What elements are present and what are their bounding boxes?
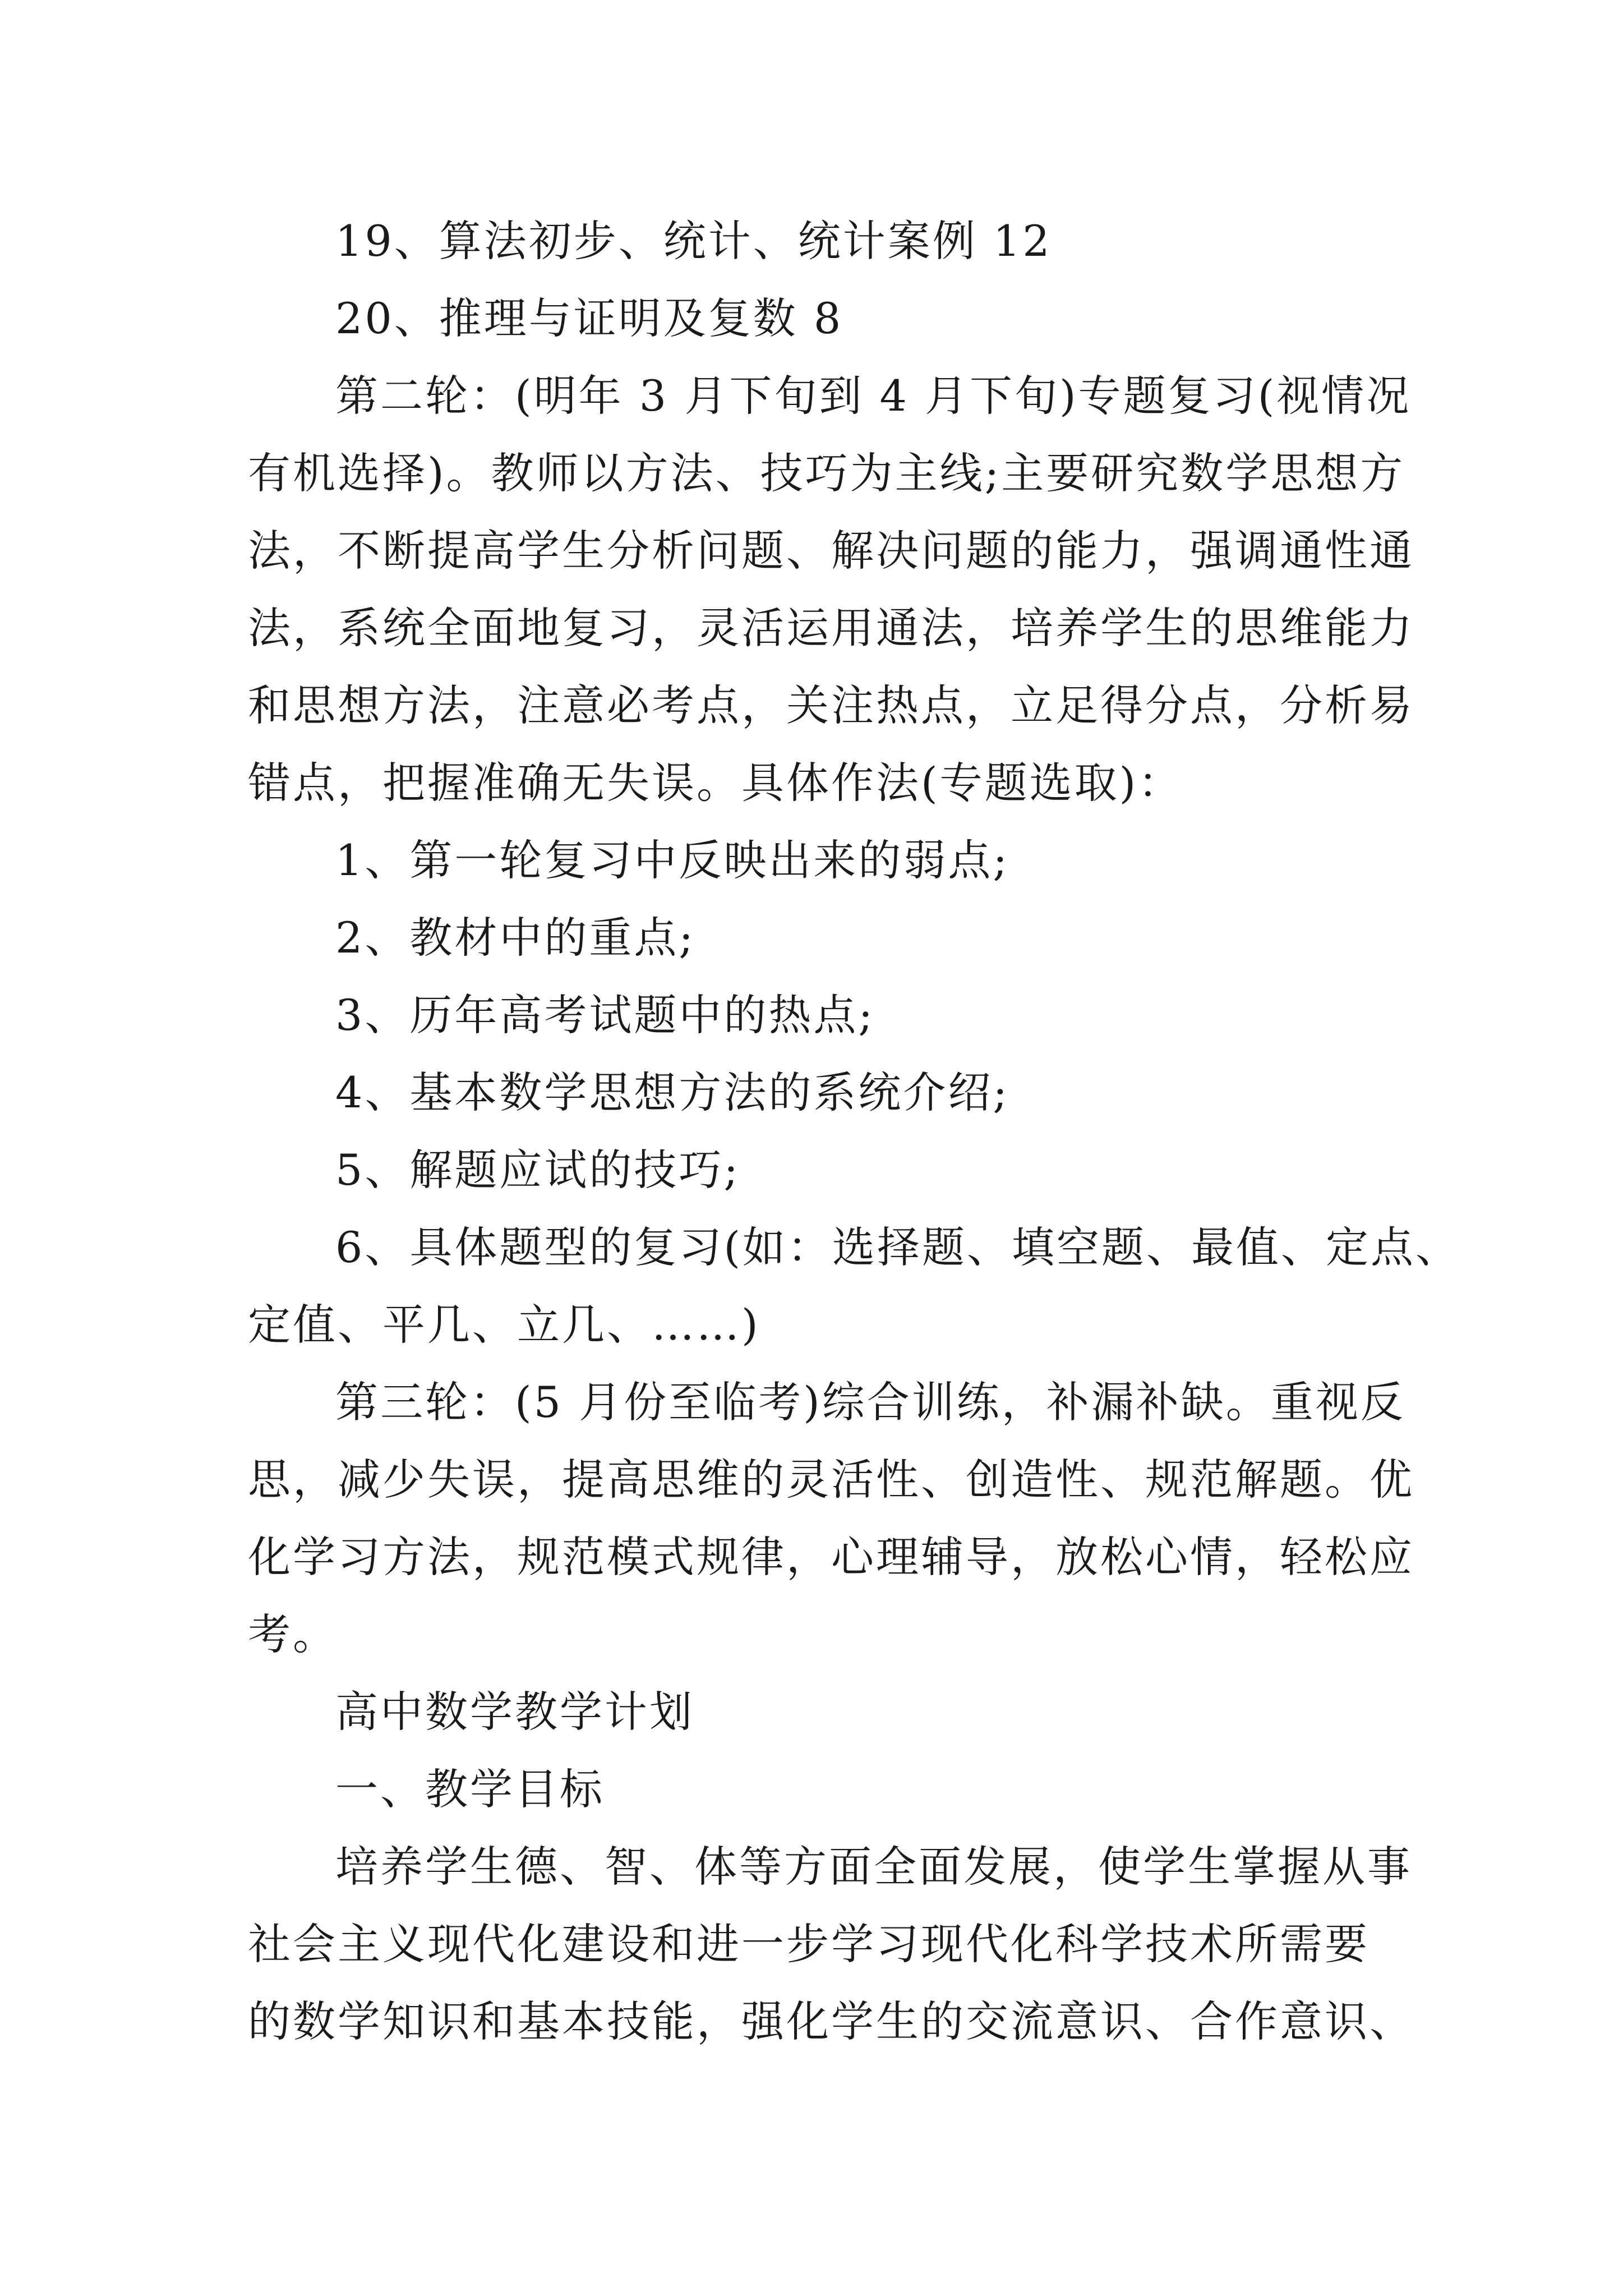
text-line: 错点，把握准确无失误。具体作法(专题选取)： xyxy=(248,758,1183,808)
text-line: 第二轮：(明年 3 月下旬到 4 月下旬)专题复习(视情况 xyxy=(335,371,1412,421)
text-line: 社会主义现代化建设和进一步学习现代化科学技术所需要 xyxy=(248,1919,1370,1969)
text-line: 20、推理与证明及复数 8 xyxy=(335,293,843,343)
text-line: 有机选择)。教师以方法、技巧为主线;主要研究数学思想方 xyxy=(248,448,1405,498)
text-line: 4、基本数学思想方法的系统介绍; xyxy=(335,1068,1009,1117)
section-title: 高中数学教学计划 xyxy=(335,1687,694,1737)
section-heading: 一、教学目标 xyxy=(335,1764,605,1814)
text-line: 和思想方法，注意必考点，关注热点，立足得分点，分析易 xyxy=(248,680,1414,730)
text-line: 化学习方法，规范模式规律，心理辅导，放松心情，轻松应 xyxy=(248,1532,1414,1582)
text-line: 3、历年高考试题中的热点; xyxy=(335,990,875,1040)
text-line: 法，不断提高学生分析问题、解决问题的能力，强调通性通 xyxy=(248,526,1414,576)
text-line: 培养学生德、智、体等方面全面发展，使学生掌握从事 xyxy=(335,1842,1412,1892)
text-line: 2、教材中的重点; xyxy=(335,913,695,963)
text-line: 思，减少失误，提高思维的灵活性、创造性、规范解题。优 xyxy=(248,1455,1414,1504)
text-line: 1、第一轮复习中反映出来的弱点; xyxy=(335,835,1009,885)
text-line: 定值、平几、立几、……) xyxy=(248,1300,760,1350)
text-line: 法，系统全面地复习，灵活运用通法，培养学生的思维能力 xyxy=(248,603,1414,653)
text-line: 第三轮：(5 月份至临考)综合训练，补漏补缺。重视反 xyxy=(335,1377,1405,1427)
text-line: 考。 xyxy=(248,1609,338,1659)
text-line: 6、具体题型的复习(如：选择题、填空题、最值、定点、 xyxy=(335,1222,1461,1272)
text-line: 5、解题应试的技巧; xyxy=(335,1145,740,1195)
text-line: 19、算法初步、统计、统计案例 12 xyxy=(335,216,1052,266)
text-line: 的数学知识和基本技能，强化学生的交流意识、合作意识、 xyxy=(248,1996,1414,2046)
